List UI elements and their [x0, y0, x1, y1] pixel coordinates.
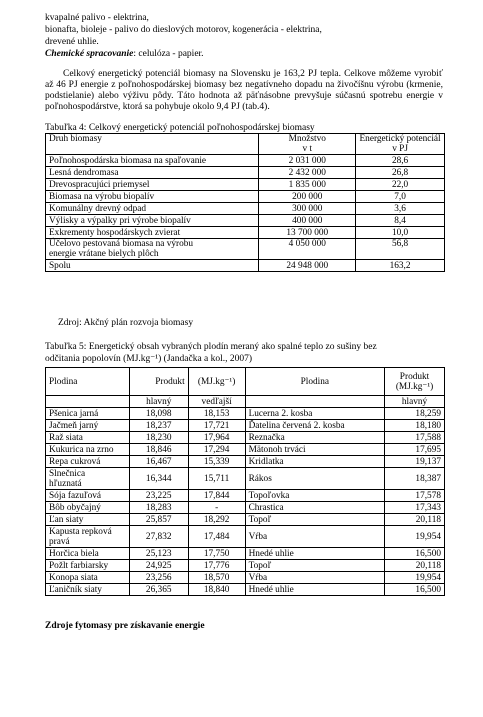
table5-cell-crop — [46, 526, 130, 548]
table5-row — [46, 584, 445, 596]
table5-cell-crop — [46, 468, 130, 490]
table5-row — [46, 572, 445, 584]
table5-subheader-empty — [46, 396, 130, 408]
table5-subheader-secondary: vedľajší — [188, 396, 245, 408]
table4-header-quantity — [259, 134, 356, 155]
table5-cell-main-2: 18,259 — [385, 408, 445, 420]
table5-row — [46, 490, 445, 502]
table4-cell-type-line: Účelovo pestovaná biomasa na výrobu — [49, 239, 194, 249]
table5-cell-crop: Pšenica jarná — [46, 408, 130, 420]
table5-row — [46, 526, 445, 548]
table4-cell-potential: 28,6 — [356, 155, 445, 167]
table5-cell-crop-2: Ďatelina červená 2. kosba — [245, 420, 384, 432]
table5-cell-crop: Jačmeň jarný — [46, 420, 130, 432]
table5-cell-main: 26,365 — [129, 584, 188, 596]
table5-cell-secondary: 17,294 — [188, 444, 245, 456]
potential-paragraph: Celkový energetický potenciál biomasy na Slovensku je 163,2 PJ tepla. Celkove môžeme vyrobiť až 46 PJ energie z poľnohospodárskej biomasy bez negatívneho dopadu na živočíšnu výrobu (krmenie, podstielanie) alebo výživu pôdy. Táto hodnota až päťnásobne prevyšuje súčasnú spotrebu energie v poľnohospodárstve, ktorá sa pohybuje okolo 9,4 PJ (tab.4). — [45, 69, 443, 112]
table5-row — [46, 548, 445, 560]
table5 — [45, 367, 445, 596]
table4-cell-type: Biomasa na výrobu biopalív — [46, 191, 259, 203]
table4-cell-type: Lesná dendromasa — [46, 167, 259, 179]
table4-cell-type-line: energie vrátane bielych plôch — [49, 249, 159, 259]
table5-cell-main-2: 17,578 — [385, 490, 445, 502]
table5-cell-crop-2: Vŕba — [245, 572, 384, 584]
table4-cell-type — [46, 239, 259, 260]
table5-cell-secondary: 17,844 — [188, 490, 245, 502]
table4-row — [46, 260, 445, 272]
table4-cell-quantity: 2 432 000 — [259, 167, 356, 179]
table5-subheader-empty-2 — [245, 396, 384, 408]
table4-header-quantity-label: Množstvo — [288, 134, 326, 144]
table4-row — [46, 191, 445, 203]
table5-row — [46, 502, 445, 514]
table5-header-product: Produkt — [129, 368, 188, 396]
table5-cell-main-2: 19,954 — [385, 572, 445, 584]
table5-header-unit-2: (MJ.kg⁻¹) — [395, 381, 434, 392]
table5-cell-main-2: 16,500 — [385, 548, 445, 560]
table4-cell-type: Poľnohospodárska biomasa na spaľovanie — [46, 155, 259, 167]
table4-cell-potential: 10,0 — [356, 227, 445, 239]
table5-cell-main-2: 17,343 — [385, 502, 445, 514]
table4-cell-potential: 163,2 — [356, 260, 445, 272]
table4-body — [46, 155, 445, 272]
table4-cell-quantity: 13 700 000 — [259, 227, 356, 239]
table5-cell-main: 18,283 — [129, 502, 188, 514]
table5-cell-main-2: 18,387 — [385, 468, 445, 490]
table4-cell-quantity: 2 031 000 — [259, 155, 356, 167]
table5-header-unit: (MJ.kg⁻¹) — [188, 368, 245, 396]
table5-row — [46, 420, 445, 432]
table5-cell-crop-2: Topoľ — [245, 514, 384, 526]
table4-header-potential — [356, 134, 445, 155]
table4-cell-potential: 56,8 — [356, 239, 445, 260]
table5-cell-main: 24,925 — [129, 560, 188, 572]
table5-subheader-row — [46, 396, 445, 408]
table5-cell-main-2: 20,118 — [385, 560, 445, 572]
table5-cell-crop-2: Reznačka — [245, 432, 384, 444]
table5-cell-secondary: 17,750 — [188, 548, 245, 560]
table5-subheader-main-2: hlavný — [385, 396, 445, 408]
table4-source: Zdroj: Akčný plán rozvoja biomasy — [58, 318, 194, 328]
table5-header-row — [46, 368, 445, 396]
table5-cell-crop-2: Rákos — [245, 468, 384, 490]
table4-header-row — [46, 134, 445, 155]
table5-row — [46, 408, 445, 420]
table5-header-product-2-label: Produkt — [399, 371, 430, 382]
table5-cell-main: 16,344 — [129, 468, 188, 490]
table5-row — [46, 560, 445, 572]
table4-cell-potential: 26,8 — [356, 167, 445, 179]
table4 — [45, 133, 445, 272]
table5-cell-secondary: 15,711 — [188, 468, 245, 490]
table5-cell-main-2: 20,118 — [385, 514, 445, 526]
table4-header-potential-label: Energetický potenciál — [359, 134, 441, 144]
table5-cell-main: 18,098 — [129, 408, 188, 420]
table5-cell-crop: Konopa siata — [46, 572, 130, 584]
table5-cell-main: 23,256 — [129, 572, 188, 584]
table4-cell-type: Drevospracujúci priemysel — [46, 179, 259, 191]
table5-subheader-main: hlavný — [129, 396, 188, 408]
table5-cell-crop: Kukurica na zrno — [46, 444, 130, 456]
table5-cell-secondary: 17,776 — [188, 560, 245, 572]
chemical-rest: : celulóza - papier. — [133, 49, 204, 59]
table5-header-crop-2: Plodina — [245, 368, 384, 396]
table5-cell-crop-2: Topoľ — [245, 560, 384, 572]
table5-row — [46, 514, 445, 526]
table5-cell-crop-2: Kridlatka — [245, 456, 384, 468]
table5-cell-crop-2: Mätonoh trváci — [245, 444, 384, 456]
table5-cell-main: 18,230 — [129, 432, 188, 444]
intro-line-3: drevené uhlie. — [45, 37, 99, 47]
table4-header-type: Druh biomasy — [46, 134, 259, 155]
intro-line-2: bionafta, bioleje - palivo do dieslových motorov, kogenerácia - elektrina, — [45, 25, 322, 35]
table5-cell-secondary: 15,339 — [188, 456, 245, 468]
table5-cell-secondary: 17,964 — [188, 432, 245, 444]
table5-cell-secondary: 18,570 — [188, 572, 245, 584]
table5-cell-crop: Ľaničník siaty — [46, 584, 130, 596]
table5-cell-crop-2: Hnedé uhlie — [245, 548, 384, 560]
table4-cell-type: Komunálny drevný odpad — [46, 203, 259, 215]
table5-cell-crop: Raž siata — [46, 432, 130, 444]
table4-header-potential-unit: v PJ — [392, 144, 408, 154]
table5-cell-crop: Sója fazuľová — [46, 490, 130, 502]
table5-cell-main: 25,123 — [129, 548, 188, 560]
table5-header-product-2 — [385, 368, 445, 396]
table4-row — [46, 179, 445, 191]
table5-cell-secondary: - — [188, 502, 245, 514]
table5-cell-secondary: 17,721 — [188, 420, 245, 432]
table5-cell-crop-2: Hnedé uhlie — [245, 584, 384, 596]
table5-cell-crop: Horčica biela — [46, 548, 130, 560]
table5-row — [46, 432, 445, 444]
table5-cell-crop-2: Topoľovka — [245, 490, 384, 502]
table5-cell-main: 23,225 — [129, 490, 188, 502]
table5-cell-secondary: 17,484 — [188, 526, 245, 548]
table4-cell-potential: 22,0 — [356, 179, 445, 191]
table4-cell-type: Výlisky a výpalky pri výrobe biopalív — [46, 215, 259, 227]
table4-cell-quantity: 24 948 000 — [259, 260, 356, 272]
table5-cell-main-2: 19,137 — [385, 456, 445, 468]
table5-caption-line-2: odčitania popolovín (MJ.kg⁻¹) (Jandačka a kol., 2007) — [45, 354, 253, 364]
table5-cell-secondary: 18,840 — [188, 584, 245, 596]
table5-row — [46, 468, 445, 490]
table5-caption-line-1: Tabuľka 5: Energetický obsah vybraných plodín meraný ako spalné teplo zo sušiny bez — [45, 342, 377, 352]
table5-cell-main-2: 18,180 — [385, 420, 445, 432]
table4-row — [46, 155, 445, 167]
table5-cell-secondary: 18,292 — [188, 514, 245, 526]
chemical-processing-line — [45, 49, 204, 60]
chemical-label: Chemické spracovanie — [45, 49, 134, 59]
table5-cell-main-2: 17,695 — [385, 444, 445, 456]
table5-cell-secondary: 18,153 — [188, 408, 245, 420]
table4-cell-potential: 8,4 — [356, 215, 445, 227]
table4-row — [46, 215, 445, 227]
table5-cell-main: 18,237 — [129, 420, 188, 432]
table5-cell-crop-line: Slnečnica — [49, 468, 86, 479]
table4-cell-quantity: 300 000 — [259, 203, 356, 215]
table4-cell-quantity: 1 835 000 — [259, 179, 356, 191]
table5-cell-crop: Repa cukrová — [46, 456, 130, 468]
table5-cell-main: 16,467 — [129, 456, 188, 468]
table4-cell-type: Exkrementy hospodárskych zvierat — [46, 227, 259, 239]
table4-row — [46, 239, 445, 260]
table4-row — [46, 227, 445, 239]
table5-cell-crop-2: Chrastica — [245, 502, 384, 514]
table5-cell-main-2: 17,588 — [385, 432, 445, 444]
intro-line-1: kvapalné palivo - elektrina, — [45, 13, 149, 23]
table4-cell-potential: 7,0 — [356, 191, 445, 203]
table4-cell-potential: 3,6 — [356, 203, 445, 215]
table5-body — [46, 408, 445, 596]
table5-cell-main: 25,857 — [129, 514, 188, 526]
table5-cell-main: 18,846 — [129, 444, 188, 456]
table4-cell-type: Spolu — [46, 260, 259, 272]
table5-cell-crop-2: Lucerna 2. kosba — [245, 408, 384, 420]
table5-row — [46, 456, 445, 468]
table4-cell-quantity: 4 050 000 — [259, 239, 356, 260]
table4-cell-quantity: 400 000 — [259, 215, 356, 227]
table5-cell-crop-2: Vŕba — [245, 526, 384, 548]
table5-cell-main-2: 16,500 — [385, 584, 445, 596]
footer-heading: Zdroje fytomasy pre získavanie energie — [45, 621, 205, 631]
table5-cell-crop-line: hľuznatá — [49, 478, 82, 489]
table4-header-quantity-unit: v t — [302, 144, 313, 154]
table5-row — [46, 444, 445, 456]
table4-cell-quantity: 200 000 — [259, 191, 356, 203]
table5-header-crop: Plodina — [46, 368, 130, 396]
table5-cell-crop: Ľan siaty — [46, 514, 130, 526]
table5-cell-crop: Požlt farbiarsky — [46, 560, 130, 572]
table5-cell-crop: Bôb obyčajný — [46, 502, 130, 514]
table5-cell-crop-line: Kapusta repková — [49, 526, 112, 537]
table5-cell-main-2: 19,954 — [385, 526, 445, 548]
table4-row — [46, 203, 445, 215]
table4-row — [46, 167, 445, 179]
table5-cell-main: 27,832 — [129, 526, 188, 548]
table4-caption: Tabuľka 4: Celkový energetický potenciál poľnohospodárskej biomasy — [45, 123, 315, 133]
table5-cell-crop-line: pravá — [49, 536, 70, 547]
